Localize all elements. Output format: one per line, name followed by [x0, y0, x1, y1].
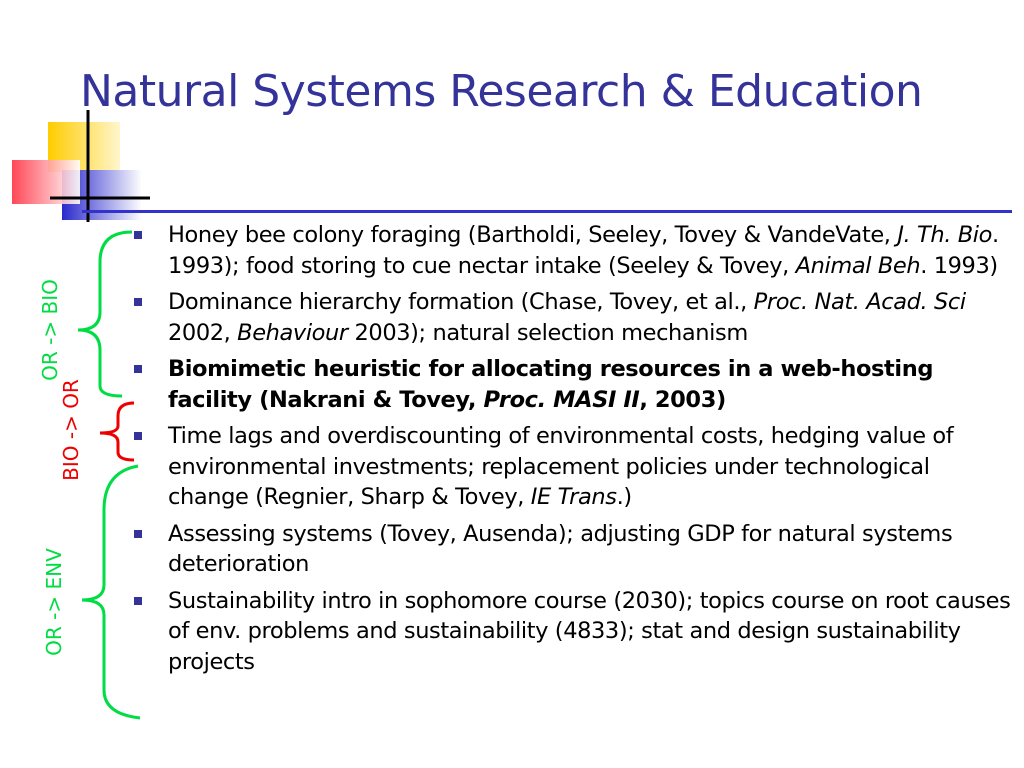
label-bio-to-or: BIO -> OR — [59, 379, 83, 481]
bullet-item — [132, 586, 1012, 678]
bullet-text-segment: Dominance hierarchy formation (Chase, Tovey, et al., — [168, 289, 754, 315]
slide-title: Natural Systems Research & Education — [80, 66, 923, 117]
red-brace — [100, 403, 134, 460]
bullet-item — [132, 519, 1012, 580]
label-or-to-env: OR -> ENV — [42, 548, 66, 656]
bullet-list — [132, 220, 1012, 683]
bullet-square-icon — [134, 298, 142, 306]
bullet-item — [132, 287, 1012, 348]
bullet-text-segment: . 1993) — [920, 252, 998, 279]
bullet-text-segment: J. Th. Bio — [897, 222, 993, 248]
bullet-text-segment: , 2003) — [639, 386, 726, 413]
green-brace-top — [78, 232, 132, 396]
bullet-text-segment: IE Trans — [530, 484, 617, 510]
bullet-text-segment: . 1993); food storing to cue nectar intake (Seeley & Tovey, — [168, 222, 999, 279]
bullet-text-segment: .) — [616, 484, 632, 510]
bullet-item — [132, 421, 1012, 513]
bullet-text-segment: Time lags and overdiscounting of environmental costs, hedging value of environmental investments; replacement policies under technological change (Regnier, Sharp & Tovey, — [168, 423, 954, 510]
bullet-text-segment: Behaviour — [237, 319, 348, 346]
bullet-text-segment: 2002, — [168, 319, 238, 346]
bullet-text-segment: Biomimetic heuristic for allocating resources in a web-hosting facility (Nakrani & Tovey, — [168, 356, 934, 413]
bullet-text-segment: 2003); natural selection mechanism — [347, 319, 748, 346]
bullet-square-icon — [134, 597, 142, 605]
bullet-item — [132, 354, 1012, 415]
bullet-square-icon — [134, 530, 142, 538]
bullet-text-segment: Assessing systems (Tovey, Ausenda); adjusting GDP for natural systems deterioration — [168, 520, 953, 577]
label-or-to-bio: OR -> BIO — [38, 279, 62, 381]
bullet-text-segment: Animal Beh — [795, 252, 921, 279]
bullet-square-icon — [134, 365, 142, 373]
bullet-square-icon — [134, 231, 142, 239]
bullet-text-segment: Sustainability intro in sophomore course (2030); topics course on root causes of env. problems and sustainability (4833); stat and design sustainability projects — [168, 587, 1011, 675]
bullet-item — [132, 220, 1012, 281]
bullet-text-segment: Honey bee colony foraging (Bartholdi, Seeley, Tovey & VandeVate, — [168, 222, 898, 248]
title-underline — [82, 210, 1012, 213]
bullet-square-icon — [134, 432, 142, 440]
bullet-text-segment: Proc. Nat. Acad. Sci — [753, 289, 966, 315]
bullet-text-segment: Proc. MASI II — [483, 386, 640, 413]
